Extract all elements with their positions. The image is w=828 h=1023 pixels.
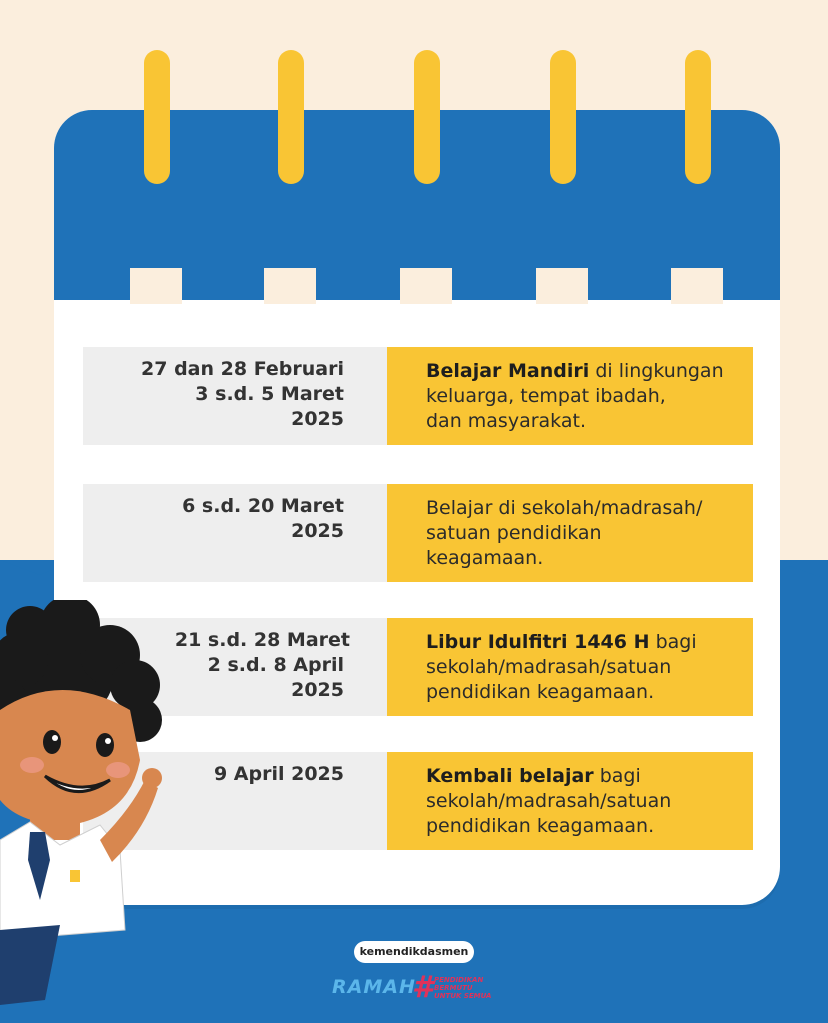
footer-badge: kemendikdasmen	[354, 941, 474, 963]
hashtag-logo-text	[434, 976, 514, 1000]
calendar-ring	[414, 50, 440, 184]
schedule-date-cell	[83, 347, 387, 445]
logo-line: PENDIDIKAN	[434, 976, 484, 984]
date-line: 2025	[291, 679, 344, 701]
desc-line: keagamaan.	[426, 547, 544, 569]
schedule-desc-cell	[387, 752, 753, 850]
logo-line: BERMUTU	[434, 984, 473, 992]
desc-bold: Belajar Mandiri	[426, 360, 590, 382]
date-line: 2025	[291, 408, 344, 430]
schedule-desc	[426, 496, 756, 571]
desc-line: keluarga, tempat ibadah,	[426, 385, 666, 407]
desc-line: pendidikan keagamaan.	[426, 815, 655, 837]
date-line: 2025	[291, 520, 344, 542]
schedule-date	[214, 762, 344, 787]
date-line: 27 dan 28 Februari	[141, 358, 344, 380]
date-line: 2 s.d. 8 April	[207, 654, 344, 676]
hashtag-logo-icon: #	[412, 970, 433, 1005]
desc-bold: Kembali belajar	[426, 765, 594, 787]
desc-line: sekolah/madrasah/satuan	[426, 790, 672, 812]
schedule-date	[141, 357, 344, 432]
schedule-desc	[426, 630, 756, 705]
student-illustration	[0, 600, 180, 1023]
schedule-date-cell	[83, 484, 387, 582]
desc-line: Belajar di sekolah/madrasah/	[426, 497, 703, 519]
schedule-desc	[426, 764, 756, 839]
date-line: 9 April 2025	[213, 763, 344, 785]
date-line: 21 s.d. 28 Maret	[174, 629, 350, 651]
schedule-date	[182, 494, 344, 544]
desc-line: bagi	[655, 631, 697, 653]
calendar-ring	[685, 50, 711, 184]
schedule-row	[83, 752, 753, 850]
schedule-row	[83, 347, 753, 445]
desc-line: di lingkungan	[595, 360, 724, 382]
schedule-desc-cell	[387, 347, 753, 445]
ring-slot	[536, 268, 588, 304]
ring-slot	[400, 268, 452, 304]
schedule-desc	[426, 359, 756, 434]
date-line: 3 s.d. 5 Maret	[195, 383, 344, 405]
desc-line: pendidikan keagamaan.	[426, 681, 655, 703]
desc-line: satuan pendidikan	[426, 522, 602, 544]
desc-line: sekolah/madrasah/satuan	[426, 656, 672, 678]
date-line: 6 s.d. 20 Maret	[182, 495, 344, 517]
desc-line: dan masyarakat.	[426, 410, 586, 432]
desc-bold: Libur Idulfitri 1446 H	[426, 631, 650, 653]
schedule-row	[83, 484, 753, 582]
schedule-desc-cell	[387, 618, 753, 716]
schedule-desc-cell	[387, 484, 753, 582]
desc-line: bagi	[599, 765, 641, 787]
calendar-ring	[144, 50, 170, 184]
ring-slot	[264, 268, 316, 304]
ramah-logo: RAMAH	[332, 976, 416, 998]
calendar-ring	[278, 50, 304, 184]
schedule-row	[83, 618, 753, 716]
schedule-date	[175, 628, 350, 703]
ring-slot	[671, 268, 723, 304]
calendar-ring	[550, 50, 576, 184]
logo-line: UNTUK SEMUA	[434, 992, 492, 1000]
ring-slot	[130, 268, 182, 304]
